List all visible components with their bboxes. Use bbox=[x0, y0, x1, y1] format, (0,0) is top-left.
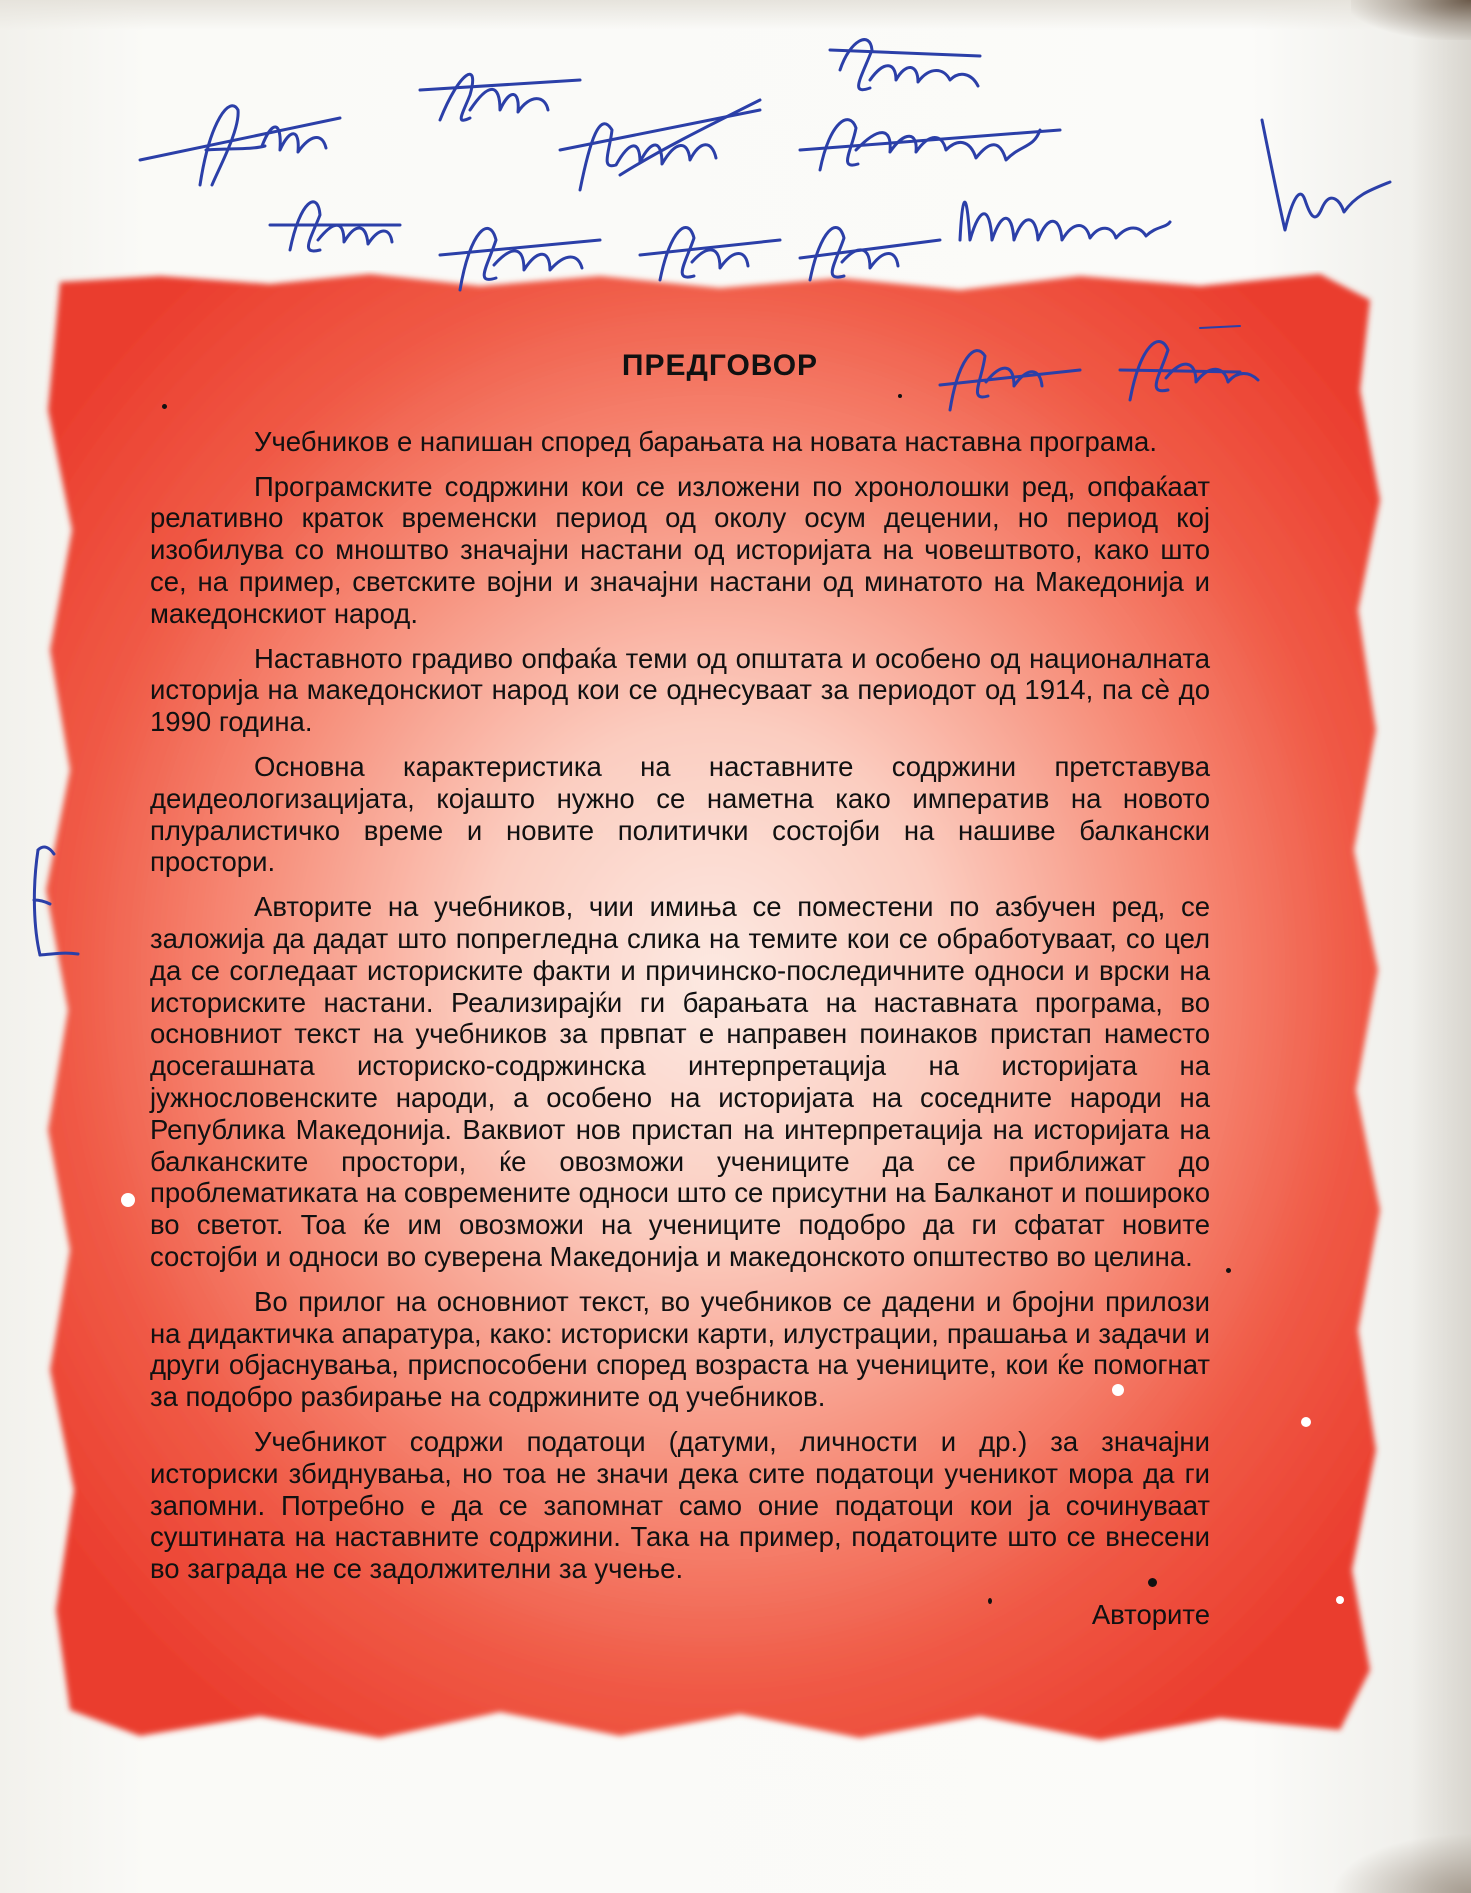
signature-scribble-3 bbox=[560, 100, 760, 190]
paragraph-6: Во прилог на основниот текст, во учебников се дадени и бројни прилози на дидактичка апаратура, како: историски карти, илустрации, прашања и задачи и други објаснувања, приспособени според возраста на учениците, кои ќе помогнат за подобро разбирање на содржините од учебников. bbox=[150, 1285, 1210, 1413]
worn-corner-bottom bbox=[1331, 1833, 1471, 1893]
signature-scribble-10 bbox=[960, 202, 1170, 240]
signature-scribble-11 bbox=[1262, 120, 1390, 230]
signature-scribble-6 bbox=[270, 202, 400, 251]
paragraph-1: Учебников е напишан според барањата на новата наставна програма. bbox=[254, 425, 1157, 457]
signature-scribble-5 bbox=[800, 120, 1060, 170]
signature-scribble-4 bbox=[830, 40, 980, 90]
signature: Авторите bbox=[1091, 1598, 1210, 1630]
paragraph-7: Учебникот содржи податоци (датуми, личности и др.) за значајни историски збиднувања, но тоа не значи дека сите податоци ученикот мора да ги запомни. Потребно е да се запомнат само оние податоци кои ја сочинуваат суштината на наставните содржини. Така на пример, податоците што се внесени во заграда не се задолжителни за учење. bbox=[150, 1425, 1210, 1585]
page-title: ПРЕДГОВОР bbox=[621, 349, 819, 382]
margin-pen-mark bbox=[20, 830, 100, 970]
paragraph-2: Програмските содржини кои се изложени по хронолошки ред, опфаќаат релативно краток временски период од околу осум децении, но период кој изобилува со мноштво значајни настани од историјата на човештвото, како што се, на пример, светските војни и значајни настани од минатото на Македонија и македонскиот народ. bbox=[150, 470, 1210, 629]
page-edge-shadow-right bbox=[1411, 0, 1471, 1893]
signature-scribble-1 bbox=[140, 106, 340, 185]
paragraph-3: Наставното градиво опфаќа теми од општата и особено од националната историја на македонскиот народ кои се однесуваат за периодот од 1914, па сè до 1990 година. bbox=[150, 642, 1210, 738]
signature-scribble-2 bbox=[420, 74, 580, 120]
paper-speck bbox=[1226, 1268, 1231, 1273]
preface-text bbox=[150, 350, 1210, 1631]
page-edge-shadow bbox=[0, 0, 1471, 30]
worn-corner bbox=[1351, 0, 1471, 40]
paragraph-5: Авторите на учебников, чии имиња се поместени по азбучен ред, се заложија да дадат што попрегледна слика на темите кои се обработуваат, со цел да се согледаат историските факти и причинско-последичните односи и врски на историските настани. Реализирајќи ги барањата на наставната програма, во основниот текст на учебников за првпат е направен поинаков пристап наместо досегашната историско-содржинска интерпретација на историјата на јужнословенските народи, а особено на историјата на соседните народи на Република Македонија. Ваквиот нов пристап на интерпретација на историјата на балканските простори, ќе овозможи учениците да се приближат до проблематиката на современите односи што се присутни на Балканот и пошироко во светот. Тоа ќе им овозможи на учениците подобро да ги сфатат новите состојби и односи во суверена Македонија и македонското општество во целина. bbox=[150, 891, 1210, 1272]
paragraph-4: Основна карактеристика на наставните содржини претставува деидеологизацијата, којашто нужно се наметна како императив на новото плуралистичко време и новите политички состојби на нашиве балкански простори. bbox=[150, 750, 1210, 878]
